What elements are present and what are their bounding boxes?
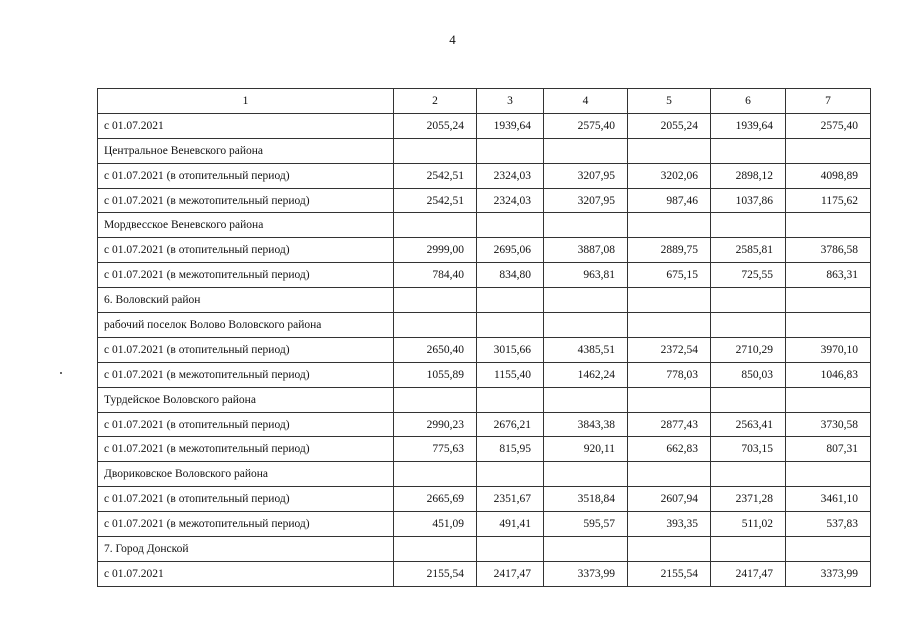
- table-row: [98, 238, 871, 263]
- section-title: Турдейское Воловского района: [98, 387, 394, 412]
- table-cell: 850,03: [711, 362, 786, 387]
- table-cell: 2695,06: [477, 238, 544, 263]
- table-row: [98, 362, 871, 387]
- table-cell: 3202,06: [628, 163, 711, 188]
- table-cell: 3207,95: [544, 163, 628, 188]
- scan-speck: [60, 372, 62, 374]
- column-header: 5: [628, 89, 711, 114]
- table-row: [98, 337, 871, 362]
- empty-cell: [544, 213, 628, 238]
- empty-cell: [628, 288, 711, 313]
- section-title: Центральное Веневского района: [98, 138, 394, 163]
- empty-cell: [711, 462, 786, 487]
- table-cell: 2650,40: [394, 337, 477, 362]
- table-cell: 2417,47: [711, 561, 786, 586]
- row-label: с 01.07.2021 (в отопительный период): [98, 163, 394, 188]
- section-row: [98, 537, 871, 562]
- empty-cell: [786, 537, 871, 562]
- empty-cell: [477, 387, 544, 412]
- empty-cell: [711, 213, 786, 238]
- table-row: [98, 487, 871, 512]
- empty-cell: [628, 387, 711, 412]
- row-label: с 01.07.2021 (в отопительный период): [98, 412, 394, 437]
- table-row: [98, 188, 871, 213]
- empty-cell: [394, 313, 477, 338]
- empty-cell: [628, 138, 711, 163]
- section-row: [98, 387, 871, 412]
- section-row: [98, 138, 871, 163]
- table-cell: 2990,23: [394, 412, 477, 437]
- table-row: [98, 163, 871, 188]
- table-cell: 537,83: [786, 512, 871, 537]
- row-label: с 01.07.2021 (в отопительный период): [98, 487, 394, 512]
- table-cell: 1462,24: [544, 362, 628, 387]
- section-row: [98, 213, 871, 238]
- table-cell: 3843,38: [544, 412, 628, 437]
- empty-cell: [628, 213, 711, 238]
- table-cell: 491,41: [477, 512, 544, 537]
- table-cell: 1939,64: [477, 113, 544, 138]
- table-cell: 2563,41: [711, 412, 786, 437]
- row-label: с 01.07.2021 (в межотопительный период): [98, 188, 394, 213]
- row-label: с 01.07.2021 (в межотопительный период): [98, 512, 394, 537]
- table-cell: 3518,84: [544, 487, 628, 512]
- table-cell: 2372,54: [628, 337, 711, 362]
- table-cell: 451,09: [394, 512, 477, 537]
- table-cell: 4385,51: [544, 337, 628, 362]
- section-row: [98, 462, 871, 487]
- empty-cell: [477, 462, 544, 487]
- page-number: 4: [449, 32, 456, 47]
- table-cell: 2710,29: [711, 337, 786, 362]
- empty-cell: [544, 387, 628, 412]
- table-cell: 725,55: [711, 263, 786, 288]
- empty-cell: [711, 138, 786, 163]
- empty-cell: [394, 462, 477, 487]
- empty-cell: [786, 313, 871, 338]
- table-cell: 2665,69: [394, 487, 477, 512]
- empty-cell: [477, 288, 544, 313]
- empty-cell: [477, 313, 544, 338]
- table-cell: 1046,83: [786, 362, 871, 387]
- section-title: Двориковское Воловского района: [98, 462, 394, 487]
- table-cell: 775,63: [394, 437, 477, 462]
- table-cell: 2055,24: [394, 113, 477, 138]
- table-row: [98, 263, 871, 288]
- empty-cell: [394, 138, 477, 163]
- table-cell: 3730,58: [786, 412, 871, 437]
- section-row: [98, 313, 871, 338]
- table-cell: 815,95: [477, 437, 544, 462]
- empty-cell: [711, 537, 786, 562]
- empty-cell: [477, 138, 544, 163]
- empty-cell: [711, 313, 786, 338]
- empty-cell: [544, 462, 628, 487]
- table-cell: 662,83: [628, 437, 711, 462]
- empty-cell: [786, 213, 871, 238]
- column-header: 4: [544, 89, 628, 114]
- column-header: 7: [786, 89, 871, 114]
- row-label: с 01.07.2021 (в межотопительный период): [98, 263, 394, 288]
- table-cell: 2155,54: [394, 561, 477, 586]
- table-cell: 2542,51: [394, 163, 477, 188]
- empty-cell: [786, 288, 871, 313]
- table-cell: 595,57: [544, 512, 628, 537]
- table-cell: 2585,81: [711, 238, 786, 263]
- table-cell: 3373,99: [544, 561, 628, 586]
- table-cell: 2055,24: [628, 113, 711, 138]
- table-cell: 807,31: [786, 437, 871, 462]
- column-header: 2: [394, 89, 477, 114]
- table-cell: 3015,66: [477, 337, 544, 362]
- table-cell: 863,31: [786, 263, 871, 288]
- table-cell: 2351,67: [477, 487, 544, 512]
- table-cell: 963,81: [544, 263, 628, 288]
- empty-cell: [544, 313, 628, 338]
- section-title: рабочий поселок Волово Воловского района: [98, 313, 394, 338]
- table-cell: 3207,95: [544, 188, 628, 213]
- empty-cell: [394, 288, 477, 313]
- table-cell: 3461,10: [786, 487, 871, 512]
- empty-cell: [544, 288, 628, 313]
- table-cell: 2417,47: [477, 561, 544, 586]
- table-cell: 3786,58: [786, 238, 871, 263]
- table-cell: 703,15: [711, 437, 786, 462]
- table-row: [98, 113, 871, 138]
- table-cell: 511,02: [711, 512, 786, 537]
- empty-cell: [786, 462, 871, 487]
- column-header: 3: [477, 89, 544, 114]
- table-body: [98, 113, 871, 586]
- row-label: с 01.07.2021: [98, 561, 394, 586]
- empty-cell: [477, 213, 544, 238]
- row-label: с 01.07.2021 (в межотопительный период): [98, 362, 394, 387]
- table-cell: 3970,10: [786, 337, 871, 362]
- table-cell: 2898,12: [711, 163, 786, 188]
- table-cell: 784,40: [394, 263, 477, 288]
- table-cell: 987,46: [628, 188, 711, 213]
- column-header: 1: [98, 89, 394, 114]
- table-cell: 4098,89: [786, 163, 871, 188]
- empty-cell: [477, 537, 544, 562]
- table-header-row: [98, 89, 871, 114]
- table-cell: 393,35: [628, 512, 711, 537]
- tariff-table: [97, 88, 871, 587]
- section-title: Мордвесское Веневского района: [98, 213, 394, 238]
- table-cell: 1055,89: [394, 362, 477, 387]
- empty-cell: [394, 537, 477, 562]
- empty-cell: [628, 462, 711, 487]
- section-title: 6. Воловский район: [98, 288, 394, 313]
- empty-cell: [544, 537, 628, 562]
- table-cell: 2889,75: [628, 238, 711, 263]
- table-cell: 2877,43: [628, 412, 711, 437]
- table-cell: 2676,21: [477, 412, 544, 437]
- table-row: [98, 437, 871, 462]
- table-cell: 2155,54: [628, 561, 711, 586]
- empty-cell: [786, 138, 871, 163]
- empty-cell: [544, 138, 628, 163]
- table-cell: 2324,03: [477, 163, 544, 188]
- empty-cell: [628, 313, 711, 338]
- empty-cell: [394, 387, 477, 412]
- table-row: [98, 561, 871, 586]
- table-cell: 1037,86: [711, 188, 786, 213]
- row-label: с 01.07.2021 (в межотопительный период): [98, 437, 394, 462]
- table-cell: 2575,40: [786, 113, 871, 138]
- table-cell: 2607,94: [628, 487, 711, 512]
- empty-cell: [394, 213, 477, 238]
- table-cell: 2542,51: [394, 188, 477, 213]
- row-label: с 01.07.2021 (в отопительный период): [98, 337, 394, 362]
- table-cell: 2575,40: [544, 113, 628, 138]
- empty-cell: [711, 288, 786, 313]
- empty-cell: [628, 537, 711, 562]
- section-title: 7. Город Донской: [98, 537, 394, 562]
- table-cell: 2371,28: [711, 487, 786, 512]
- table-cell: 834,80: [477, 263, 544, 288]
- table-cell: 2324,03: [477, 188, 544, 213]
- table-cell: 920,11: [544, 437, 628, 462]
- row-label: с 01.07.2021: [98, 113, 394, 138]
- table-cell: 1175,62: [786, 188, 871, 213]
- empty-cell: [786, 387, 871, 412]
- row-label: с 01.07.2021 (в отопительный период): [98, 238, 394, 263]
- table-cell: 778,03: [628, 362, 711, 387]
- table-cell: 2999,00: [394, 238, 477, 263]
- table-row: [98, 412, 871, 437]
- table-row: [98, 512, 871, 537]
- table-cell: 1155,40: [477, 362, 544, 387]
- table-cell: 3373,99: [786, 561, 871, 586]
- table-cell: 675,15: [628, 263, 711, 288]
- section-row: [98, 288, 871, 313]
- column-header: 6: [711, 89, 786, 114]
- table-cell: 1939,64: [711, 113, 786, 138]
- empty-cell: [711, 387, 786, 412]
- table-cell: 3887,08: [544, 238, 628, 263]
